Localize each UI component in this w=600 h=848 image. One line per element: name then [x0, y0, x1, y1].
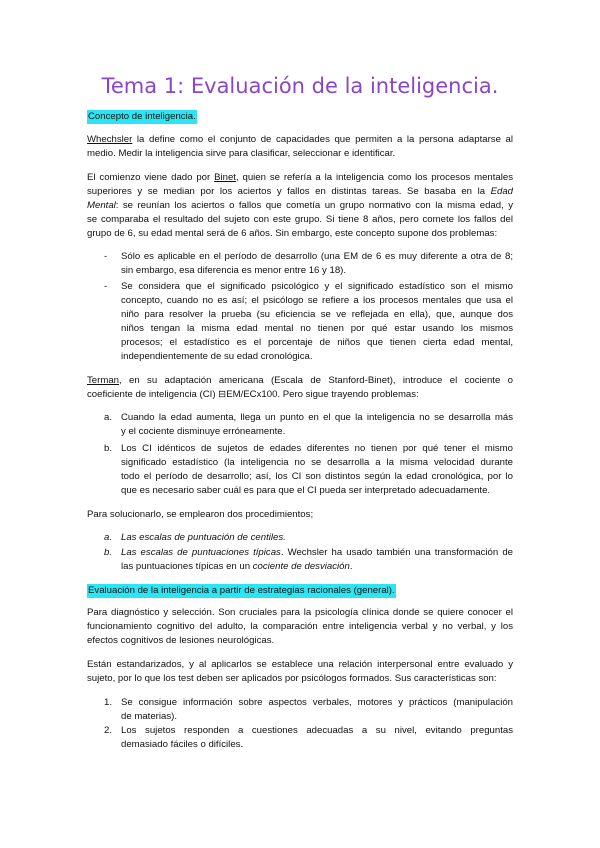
text-span: , quien se refería a la inteligencia como los procesos mentales: [235, 172, 514, 183]
paragraph-line: [87, 171, 513, 185]
paragraph-line: Para solucionarlo, se emplearon dos procedimientos;: [87, 509, 314, 520]
section-heading-evaluacion: Evaluación de la inteligencia a partir de estrategias racionales (general).: [88, 585, 395, 596]
paragraph-line: Para diagnóstico y selección. Son cruciales para la psicología clínica donde se quiere conocer el: [87, 607, 513, 618]
paragraph-line: medio. Medir la inteligencia sirve para clasificar, seleccionar e identificar.: [87, 148, 396, 159]
paragraph-line: se comparaba el resultado del sujeto con este grupo. Si tiene 8 años, pero comete los fallos del: [87, 214, 513, 225]
author-name-binet: Binet: [214, 172, 236, 183]
list-item-line: [121, 560, 353, 574]
document-title: Tema 1: Evaluación de la inteligencia.: [101, 74, 499, 98]
text-span: El comienzo viene dado por: [87, 172, 215, 183]
text-span: : se reunían los aciertos o fallos que cometía un grupo normativo con la misma edad, y: [115, 200, 513, 211]
author-name-terman: Terman: [87, 375, 119, 386]
list-item-line: Se considera que el significado psicológico y el significado estadístico son el mismo: [121, 281, 513, 292]
paragraph-line: [87, 133, 513, 147]
list-item-line: Cuando la edad aumenta, llega un punto en el que la inteligencia no se desarrolla más: [121, 412, 513, 423]
paragraph-line: funcionamiento cognitivo del adulto, la comparación entre inteligencia verbal y no verbal, y los: [87, 621, 513, 632]
list-item-line: niños tengan la misma edad mental no tienen por qué estar usando los mismos: [121, 323, 513, 334]
paragraph-line: coeficiente de inteligencia (CI) ⊟EM/ECx100. Pero sigue trayendo problemas:: [87, 389, 419, 400]
text-span-italic: Edad: [490, 186, 513, 197]
paragraph-line: [87, 374, 513, 388]
text-span-italic: Mental: [87, 200, 116, 211]
list-item-line: de materias).: [121, 711, 177, 722]
list-item-line: Sólo es aplicable en el período de desarrollo (una EM de 6 es muy diferente a otra de 8;: [121, 251, 513, 262]
list-marker: -: [104, 251, 108, 262]
list-item-line: significado estadístico (la inteligencia no se desarrolla a la misma velocidad durante: [121, 457, 513, 468]
list-item-line: sin embargo, esa diferencia es menor entre 16 y 18).: [121, 265, 347, 276]
list-item-line: [121, 546, 513, 560]
list-marker: b.: [104, 547, 113, 558]
text-span-italic: cociente de desviación: [252, 561, 350, 572]
paragraph-line: Están estandarizados, y al aplicarlos se establece una relación interpersonal entre evaluado y: [87, 659, 513, 670]
author-name-whechsler: Whechsler: [87, 134, 133, 145]
list-item-line: que es necesario saber cuál es para que el CI pueda ser interpretado adecuadamente.: [121, 485, 491, 496]
list-item-line: concepto, cuando no es así; el psicólogo se refiere a los procesos mentales que usa el: [121, 295, 513, 306]
section-heading-concepto: Concepto de inteligencia.: [88, 111, 196, 122]
list-marker: b.: [104, 443, 113, 454]
list-item-line: niño para resolver la prueba (su eficiencia se ve reflejada en ella), que, aunque dos: [121, 309, 513, 320]
list-item-line: demasiado fáciles o difíciles.: [121, 739, 244, 750]
paragraph-line: efectos cognitivos de lesiones neurológicas.: [87, 635, 275, 646]
paragraph-line: [87, 199, 513, 213]
list-item-line: procesos; el estadístico es el porcentaje de niños que tienen cierta edad mental,: [121, 337, 513, 348]
list-marker: a.: [104, 412, 113, 423]
list-item-line: Las escalas de puntuación de centiles.: [121, 532, 286, 543]
paragraph-line: [87, 185, 513, 199]
text-span: las puntuaciones típicas en un: [121, 561, 253, 572]
list-item-line: Los CI idénticos de sujetos de edades diferentes no tienen por qué tener el mismo: [121, 443, 513, 454]
text-span: la define como el conjunto de capacidades que permiten a la persona adaptarse al: [132, 134, 513, 145]
list-marker: 1.: [104, 697, 113, 708]
paragraph-line: sujeto, por lo que los test deben ser aplicados por psicólogos formados. Sus características son:: [87, 673, 497, 684]
list-marker: -: [104, 281, 108, 292]
list-item-line: Se consigue información sobre aspectos verbales, motores y prácticos (manipulación: [121, 697, 513, 708]
text-span-italic: Las escalas de puntuaciones típicas: [121, 547, 281, 558]
text-span: superiores y se median por los aciertos y fallos en distintas tareas. Se basaba en la: [87, 186, 491, 197]
text-span: . Wechsler ha usado también una transformación de: [280, 547, 513, 558]
list-item-line: todo el período de desarrollo; así, los CI son distintos según la edad cronológica, por lo: [121, 471, 513, 482]
list-item-line: y el cociente disminuye erróneamente.: [121, 426, 286, 437]
text-span: .: [349, 561, 353, 572]
list-item-line: Los sujetos responden a cuestiones adecuadas a su nivel, evitando preguntas: [121, 725, 513, 736]
text-span: , en su adaptación americana (Escala de Stanford-Binet), introduce el cociente o: [119, 375, 513, 386]
list-item-line: independientemente de su edad cronológica.: [121, 351, 313, 362]
paragraph-line: grupo de 6, su edad mental será de 6 años. Sin embargo, este concepto supone dos problemas:: [87, 228, 498, 239]
list-marker: 2.: [104, 725, 113, 736]
list-marker: a.: [104, 532, 113, 543]
